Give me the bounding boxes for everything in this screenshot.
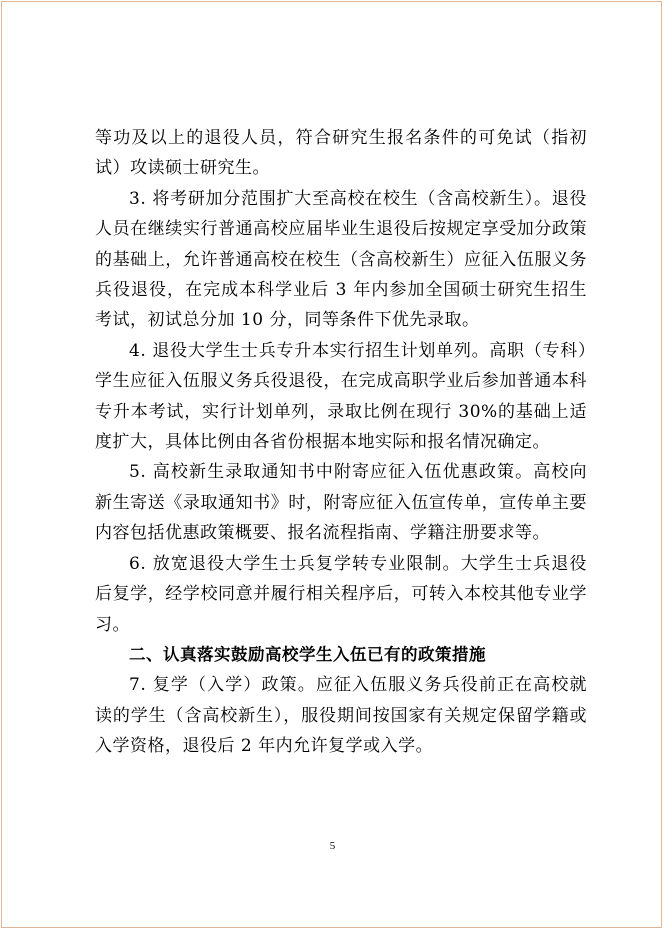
page-number: 5 xyxy=(329,840,336,852)
document-body xyxy=(95,123,587,762)
section-heading: 二、认真落实鼓励高校学生入伍已有的政策措施 xyxy=(129,644,486,664)
paragraph-item-3: 3. 将考研加分范围扩大至高校在校生（含高校新生）。退役人员在继续实行普通高校应届毕业生退役后按规定享受加分政策的基础上，允许普通高校在校生（含高校新生）应征入伍服义务兵役退役，在完成本科学业后 3 年内参加全国硕士研究生招生考试，初试总分加 10 分，同等条件下优先录取。 xyxy=(95,188,587,331)
paragraph-item-6: 6. 放宽退役大学生士兵复学转专业限制。大学生士兵退役后复学，经学校同意并履行相关程序后，可转入本校其他专业学习。 xyxy=(95,553,587,635)
paragraph-item-5: 5. 高校新生录取通知书中附寄应征入伍优惠政策。高校向新生寄送《录取通知书》时，附寄应征入伍宣传单，宣传单主要内容包括优惠政策概要、报名流程指南、学籍注册要求等。 xyxy=(95,462,587,544)
paragraph-continuation: 等功及以上的退役人员，符合研究生报名条件的可免试（指初试）攻读硕士研究生。 xyxy=(95,128,587,179)
paragraph-item-7: 7. 复学（入学）政策。应征入伍服义务兵役前正在高校就读的学生（含高校新生），服役期间按国家有关规定保留学籍或入学资格，退役后 2 年内允许复学或入学。 xyxy=(95,675,587,757)
paragraph-item-4: 4. 退役大学生士兵专升本实行招生计划单列。高职（专科）学生应征入伍服义务兵役退役，在完成高职学业后参加普通本科专升本考试，实行计划单列，录取比例在现行 30%的基础上适度扩大，具体比例由各省份根据本地实际和报名情况确定。 xyxy=(95,340,587,453)
